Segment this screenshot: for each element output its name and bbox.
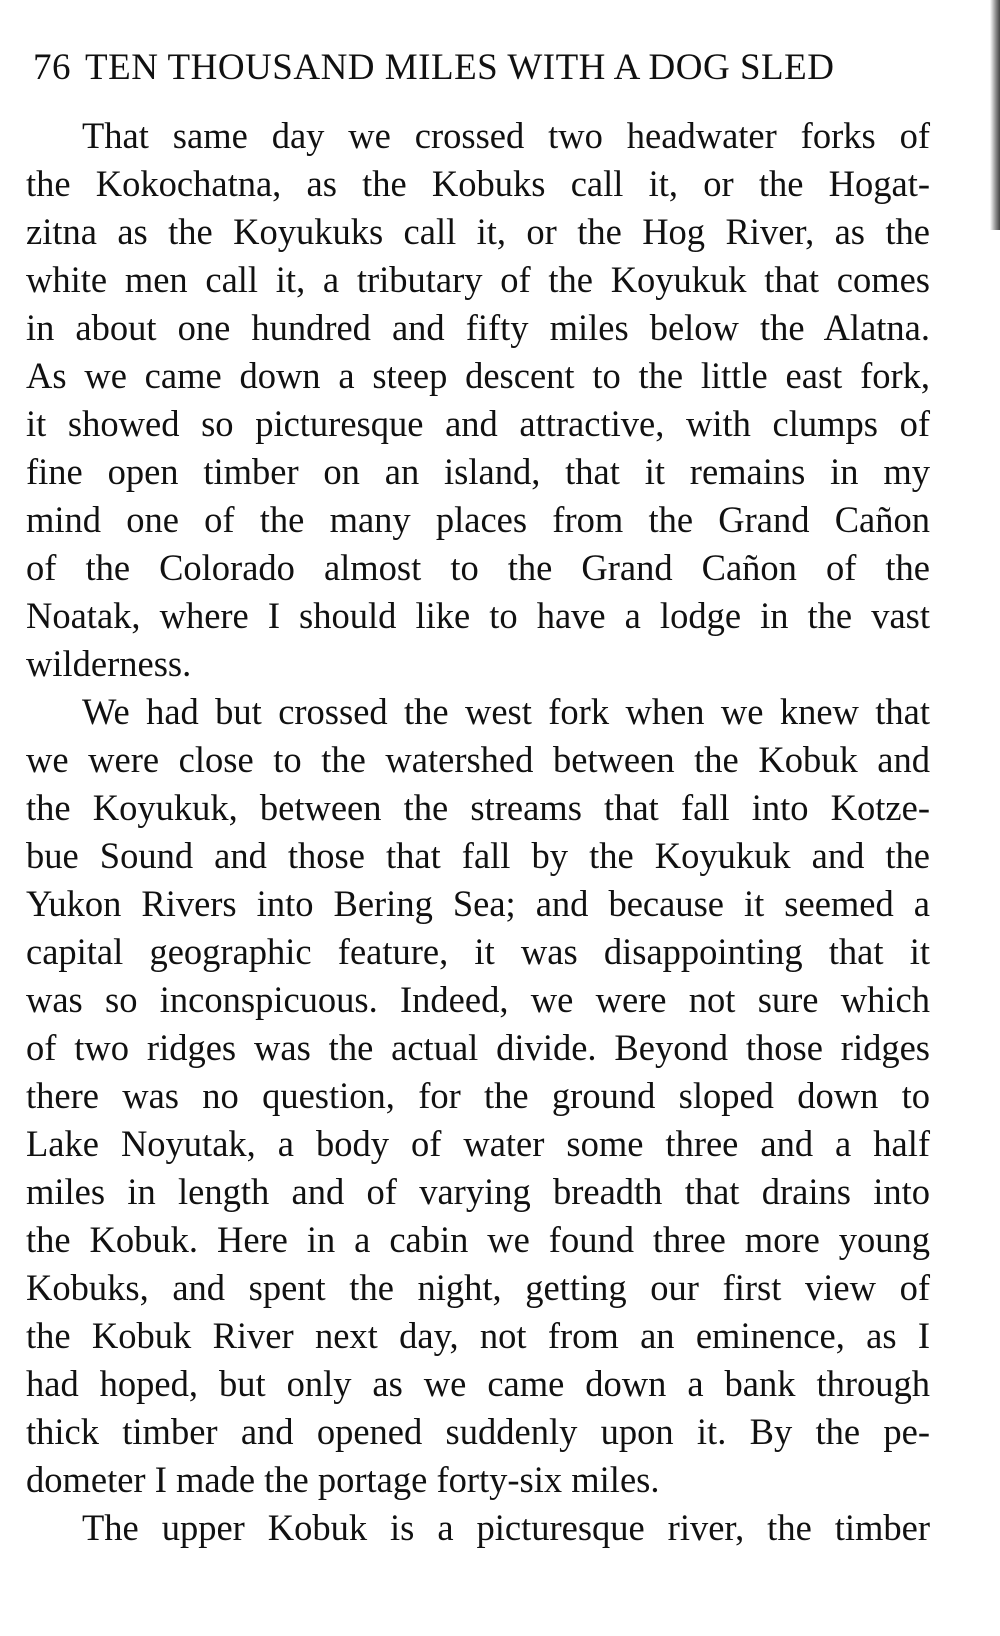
text-line: there was no question, for the ground sloped down to — [26, 1075, 930, 1116]
text-line: The upper Kobuk is a picturesque river, the timber — [82, 1507, 930, 1548]
text-line: was so inconspicuous. Indeed, we were not sure which — [26, 979, 930, 1020]
text-line: in about one hundred and fifty miles below the Alatna. — [26, 307, 930, 348]
text-line: As we came down a steep descent to the little east fork, — [26, 355, 930, 396]
text-line: the Kobuk. Here in a cabin we found three more young — [26, 1219, 930, 1260]
text-line: fine open timber on an island, that it remains in my — [26, 451, 930, 492]
text-line: we were close to the watershed between the Kobuk and — [26, 739, 930, 780]
text-line: Kobuks, and spent the night, getting our first view of — [26, 1267, 930, 1308]
text-line: dometer I made the portage forty-six miles. — [26, 1459, 660, 1500]
text-line: it showed so picturesque and attractive, with clumps of — [26, 403, 930, 444]
text-line: the Kokochatna, as the Kobuks call it, or the Hogat- — [26, 163, 930, 204]
text-line: white men call it, a tributary of the Koyukuk that comes — [26, 259, 930, 300]
page-edge-shadow — [990, 0, 1000, 230]
text-line: bue Sound and those that fall by the Koyukuk and the — [26, 835, 930, 876]
text-line: capital geographic feature, it was disappointing that it — [26, 931, 930, 972]
text-line: of two ridges was the actual divide. Beyond those ridges — [26, 1027, 930, 1068]
text-line: mind one of the many places from the Grand Cañon — [26, 499, 930, 540]
text-line: miles in length and of varying breadth that drains into — [26, 1171, 930, 1212]
text-line: thick timber and opened suddenly upon it. By the pe- — [26, 1411, 930, 1452]
text-line: Noatak, where I should like to have a lodge in the vast — [26, 595, 930, 636]
text-line: That same day we crossed two headwater forks of — [82, 115, 930, 156]
running-header — [33, 46, 933, 89]
page-number: 76 — [33, 47, 71, 88]
text-line: We had but crossed the west fork when we knew that — [82, 691, 930, 732]
text-line: the Kobuk River next day, not from an eminence, as I — [26, 1315, 930, 1356]
text-line: had hoped, but only as we came down a bank through — [26, 1363, 930, 1404]
text-line: of the Colorado almost to the Grand Cañon of the — [26, 547, 930, 588]
running-title: TEN THOUSAND MILES WITH A DOG SLED — [85, 47, 835, 88]
text-line: the Koyukuk, between the streams that fall into Kotze- — [26, 787, 930, 828]
text-line: wilderness. — [26, 643, 192, 684]
text-line: Yukon Rivers into Bering Sea; and because it seemed a — [26, 883, 930, 924]
text-line: zitna as the Koyukuks call it, or the Hog River, as the — [26, 211, 930, 252]
text-line: Lake Noyutak, a body of water some three and a half — [26, 1123, 930, 1164]
